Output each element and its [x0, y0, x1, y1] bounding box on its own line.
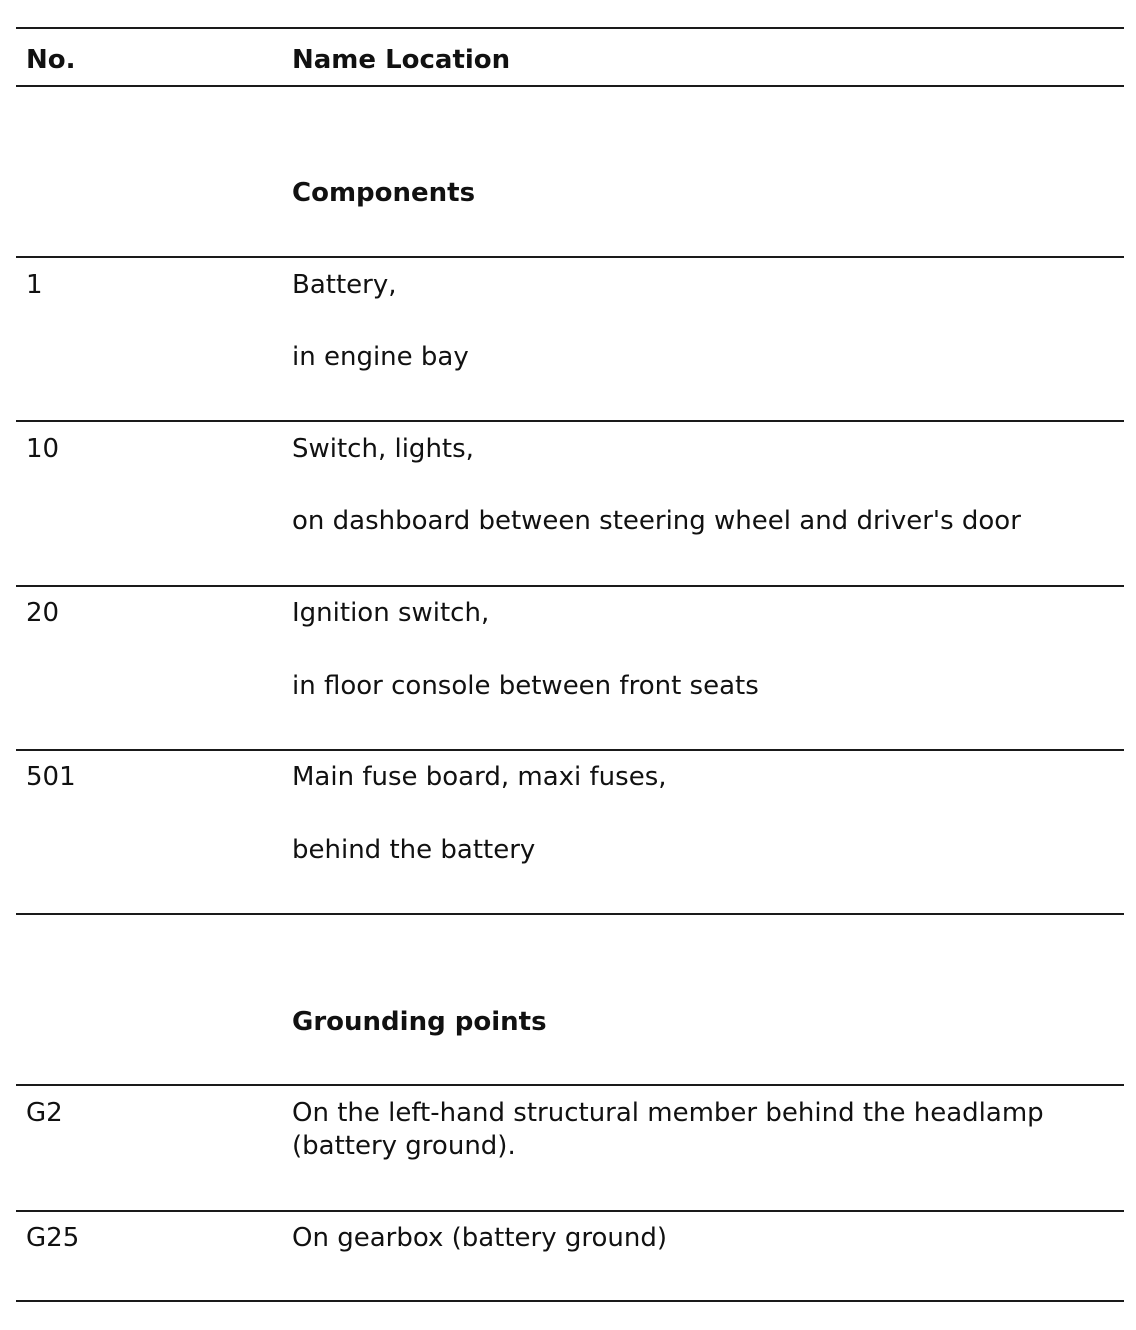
row-number: 20 — [26, 598, 60, 628]
row-divider — [16, 585, 1124, 587]
column-header-name-location: Name Location — [292, 45, 511, 75]
row-number: G25 — [26, 1223, 80, 1253]
row-location: on dashboard between steering wheel and driver's door — [292, 506, 1021, 536]
row-name: Switch, lights, — [292, 434, 474, 464]
row-divider — [16, 1084, 1124, 1086]
row-number: 1 — [26, 270, 43, 300]
row-location: On gearbox (battery ground) — [292, 1223, 668, 1253]
row-number: 10 — [26, 434, 60, 464]
row-name: Main fuse board, maxi fuses, — [292, 762, 667, 792]
row-divider — [16, 256, 1124, 258]
section-heading-components: Components — [292, 178, 476, 208]
row-location: behind the battery — [292, 835, 536, 865]
column-header-no: No. — [26, 45, 76, 75]
row-divider — [16, 420, 1124, 422]
row-number: 501 — [26, 762, 76, 792]
row-divider — [16, 913, 1124, 915]
table-bottom-rule — [16, 1300, 1124, 1302]
row-divider — [16, 749, 1124, 751]
row-name: Ignition switch, — [292, 598, 490, 628]
row-location: in engine bay — [292, 342, 469, 372]
row-location: in floor console between front seats — [292, 671, 759, 701]
row-location: On the left-hand structural member behind the headlamp (battery ground). — [292, 1098, 1044, 1161]
row-divider — [16, 1210, 1124, 1212]
header-bottom-rule — [16, 85, 1124, 87]
row-name: Battery, — [292, 270, 397, 300]
section-heading-grounding-points: Grounding points — [292, 1007, 547, 1037]
row-number: G2 — [26, 1098, 63, 1128]
table-top-rule — [16, 27, 1124, 29]
